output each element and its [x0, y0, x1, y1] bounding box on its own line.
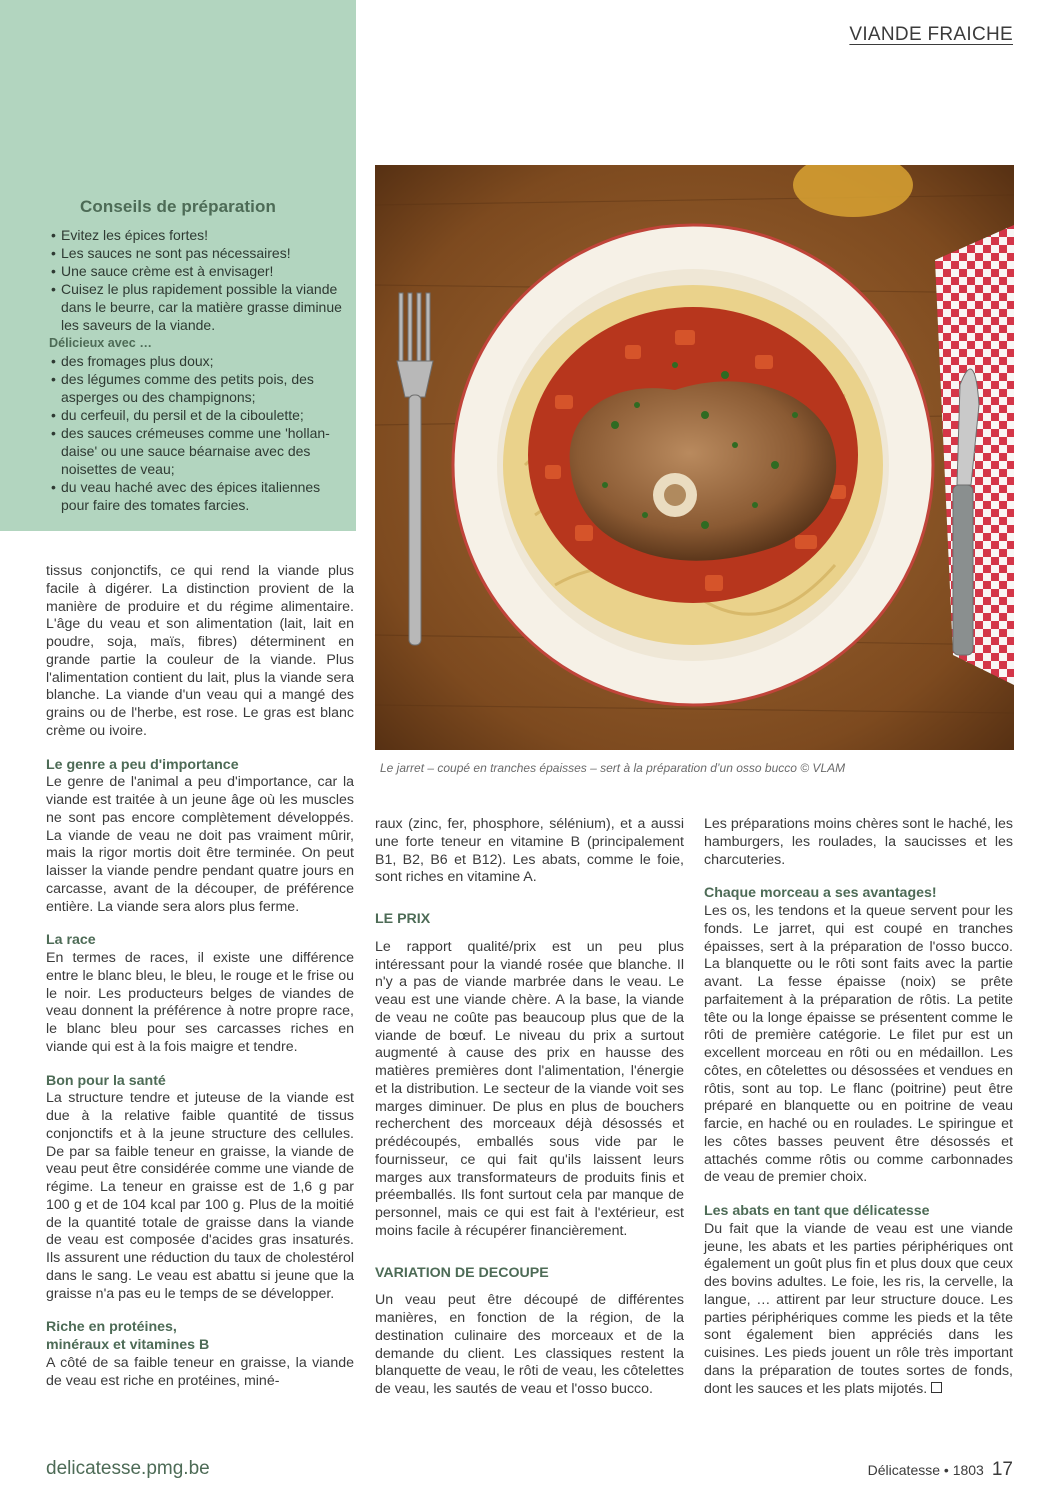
paragraph: La structure tendre et juteuse de la viande est due à la relative faible quantité de tissus conjonctifs et à la jeune structure des cellules. De par sa faible teneur en graisse, la viande de veau peut être considérée comme une viande de régime. La teneur en graisse est de 1,6 g par 100 g et de 104 kcal par 100 g. Plus de la moitié de la quantité totale de graisse dans la viande de veau est composée d'acides gras insaturés. Ils assurent une réduction du taux de cholestérol dans le sang. Le veau est abattu si jeune que la graisse n'a pas eu le temps de se développer. [46, 1090, 354, 1302]
tip-item: • Cuisez le plus rapidement possible la viande dans le beurre, car la matière grasse diminue les saveurs de la viande. [49, 281, 349, 335]
paragraph: Un veau peut être découpé de différentes manières, en fonction de la région, de la destination culinaire des morceaux et de la demande du client. Les classiques restent la blanquette de veau, le rôti de veau, les côtelettes de veau, les sautés de veau et l'osso bucco. [375, 1292, 684, 1397]
page-number: 17 [991, 1459, 1013, 1480]
sidebar-title: Conseils de préparation [80, 197, 276, 216]
paragraph: Les préparations moins chères sont le haché, les hamburgers, les roulades, la saucisses et les charcuteries. [704, 816, 1013, 868]
osso-bucco-illustration [375, 165, 1014, 750]
subheading: La race [46, 932, 96, 949]
pairing-item: • du cerfeuil, du persil et de la ciboulette; [49, 407, 349, 425]
tips-sidebar [0, 0, 356, 531]
pairing-item: • du veau haché avec des épices italiennes pour faire des tomates farcies. [49, 479, 349, 515]
subheading: Chaque morceau a ses avantages! [704, 885, 937, 902]
end-mark-icon [931, 1382, 942, 1393]
photo-caption: Le jarret – coupé en tranches épaisses – sert à la préparation d’un osso bucco © VLAM [380, 761, 846, 775]
issue-label: Délicatesse • 1803 [867, 1462, 984, 1478]
paragraph: Les os, les tendons et la queue servent pour les fonds. Le jarret, qui est coupé en tranches épaisses, sert à la préparation de l'osso bucco. La blanquette ou le rôti sont faits avec la partie avant. La fesse épaisse (noix) se prête parfaitement à la préparation de rôtis. La petite tête ou la longe épaisse se présentent comme le rôti de première catégorie. Le filet pur est un excellent morceau en rôti ou en médaillon. Les côtes, en côtelettes ou désossées et vendues en rôtis, sont au top. Le flanc (poitrine) peut être préparé en blanquette ou en poitrine de veau farcie, en haché ou en roulades. Le spiringue et les côtes basses peuvent être désossés et attachés comme rôtis ou comme carbonnades de veau de premier choix. [704, 903, 1013, 1186]
footer-website: delicatesse.pmg.be [46, 1458, 210, 1479]
food-photo [375, 165, 1014, 750]
subheading: Les abats en tant que délicatesse [704, 1203, 930, 1219]
footer-issue [868, 1459, 1013, 1481]
section-tag: VIANDE FRAICHE [849, 24, 1013, 45]
section-heading: VARIATION DE DECOUPE [375, 1264, 549, 1281]
paragraph [704, 1221, 1013, 1399]
paragraph: Le genre de l'animal a peu d'importance, car la viande est traitée à un jeune âge où les muscles ne sont pas encore complètement développés. La viande de veau ne doit pas vraiment mûrir, mais la rigor mortis doit être terminée. On peut laisser la viande pendre pendant quatre jours en carcasse, avant de la découper, de préférence entière. La viande sera alors plus ferme. [46, 774, 354, 915]
tip-item: • Evitez les épices fortes! [49, 227, 349, 245]
paragraph: raux (zinc, fer, phosphore, sélénium), et a aussi une forte teneur en vitamine B (principalement B1, B2, B6 et B12). Les abats, comme le foie, sont riches en vitamine A. [375, 816, 684, 886]
subheading: Le genre a peu d'importance [46, 756, 239, 773]
paragraph-text: Du fait que la viande de veau est une viande jeune, les abats et les parties périphériques ont également un goût plus fin et plus doux que ceux des bovins adultes. Le foie, les ris, la cervelle, la langue, … attirent par leur structure douce. Les parties périphériques comme les pieds et la tête sont également bien appréciés dans les cuisines. Les pieds jouent un rôle très important dans la préparation de toutes sortes de fonds, dont les sauces et les plats mijotés. [704, 1220, 1013, 1397]
tips-list [49, 227, 349, 515]
pairings-subhead: Délicieux avec … [49, 336, 152, 351]
column-3 [704, 816, 1013, 1398]
paragraph: En termes de races, il existe une différence entre le blanc bleu, le bleu, le rouge et le frise ou le noir. Les producteurs belges de viandes de veau donnent la préférence à notre propre race, le blanc bleu pour ses carcasses riches en viande qui est à la fois maigre et tendre. [46, 950, 354, 1055]
subheading: Riche en protéines, minéraux et vitamines B [46, 1319, 210, 1353]
pairing-item: • des sauces crémeuses comme une 'hollandaise' ou une sauce béarnaise avec des noisettes de veau; [49, 425, 349, 479]
tip-item: • Une sauce crème est à envisager! [49, 263, 349, 281]
section-heading: LE PRIX [375, 911, 431, 927]
paragraph: Le rapport qualité/prix est un peu plus intéressant pour la viandé rosée que blanche. Il n'y a pas de viande marbrée dans le veau. Le veau est une viande chère. A la base, la viande de veau ne coûte pas beaucoup plus que de la viande de bœuf. Le niveau du prix a surtout augmenté à cause des prix en hausse des matières premières dont l'alimentation, l'énergie et la distribution. Le secteur de la viande voit ses marges diminuer. De plus en plus de bouchers recherchent des morceaux déjà désossés et prédécoupés, emballés sous vide par le fournisseur, ce qui fait qu'ils laissent leurs marges aux transformateurs de produits finis et préemballés. Ils font surtout cela par manque de personnel, mais ce qui est fait à l'extérieur, est moins facile à récupérer financièrement. [375, 938, 684, 1239]
pairing-item: • des légumes comme des petits pois, des asperges ou des champignons; [49, 371, 349, 407]
subheading: Bon pour la santé [46, 1072, 166, 1089]
column-1 [46, 563, 354, 1390]
tip-item: • Les sauces ne sont pas nécessaires! [49, 245, 349, 263]
column-2 [375, 816, 684, 1399]
pairing-item: • des fromages plus doux; [49, 353, 349, 371]
paragraph: tissus conjonctifs, ce qui rend la viande plus facile à digérer. La distinction provient de la manière de produire et du régime alimentaire. L'âge du veau et son alimentation (lait, lait en poudre, soja, maïs, fibres) déterminent en grande partie la couleur de la viande. Plus l'alimentation contient du lait, plus la viande sera blanche. La viande d'un veau qui a mangé des grains ou de l'herbe, est rose. Le gras est blanc crème ou ivoire. [46, 563, 354, 739]
paragraph: A côté de sa faible teneur en graisse, la viande de veau est riche en protéines, miné- [46, 1354, 354, 1389]
